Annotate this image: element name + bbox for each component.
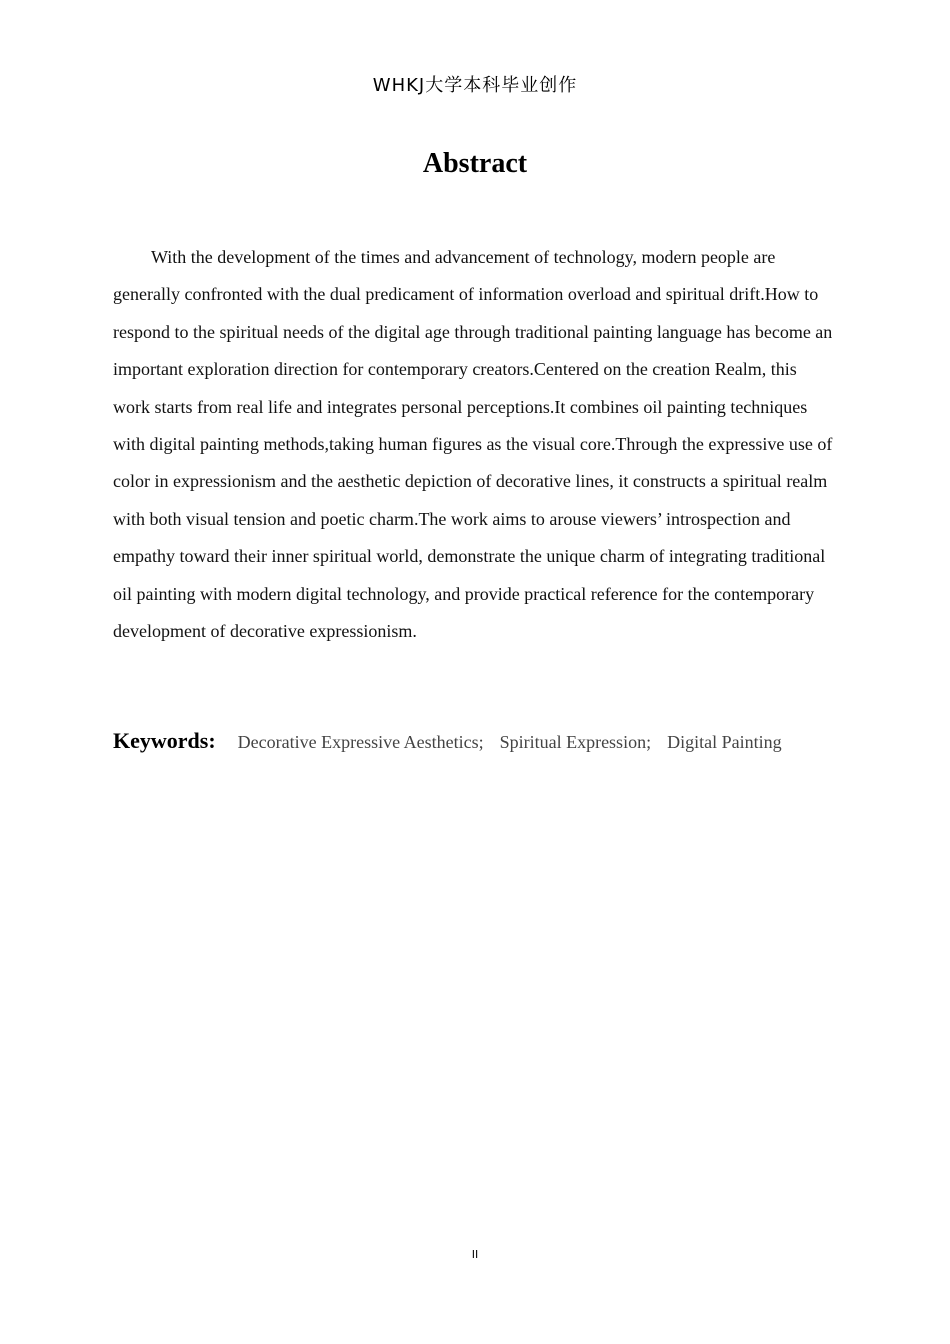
running-header: WHKJ大学本科毕业创作: [372, 75, 578, 96]
keywords-list: [238, 732, 782, 752]
keywords-section: [113, 728, 853, 754]
keyword-item: Digital Painting: [667, 732, 782, 752]
abstract-body: With the development of the times and advancement of technology, modern people are generally confronted with the dual predicament of information overload and spiritual drift.How to respond to the spiritual needs of the digital age through traditional painting language has become an important exploration direction for contemporary creators.Centered on the creation Realm, this work starts from real life and integrates personal perceptions.It combines oil painting techniques with digital painting methods,taking human figures as the visual core.Through the expressive use of color in expressionism and the aesthetic depiction of decorative lines, it constructs a spiritual realm with both visual tension and poetic charm.The work aims to arouse viewers’ introspection and empathy toward their inner spiritual world, demonstrate the unique charm of integrating traditional oil painting with modern digital technology, and provide practical reference for the contemporary development of decorative expressionism.: [113, 247, 833, 642]
keywords-label: Keywords:: [113, 728, 216, 753]
abstract-title: Abstract: [422, 148, 528, 179]
keyword-item: Decorative Expressive Aesthetics;: [237, 732, 484, 752]
keyword-item: Spiritual Expression;: [499, 732, 652, 752]
page-number: II: [471, 1248, 479, 1261]
